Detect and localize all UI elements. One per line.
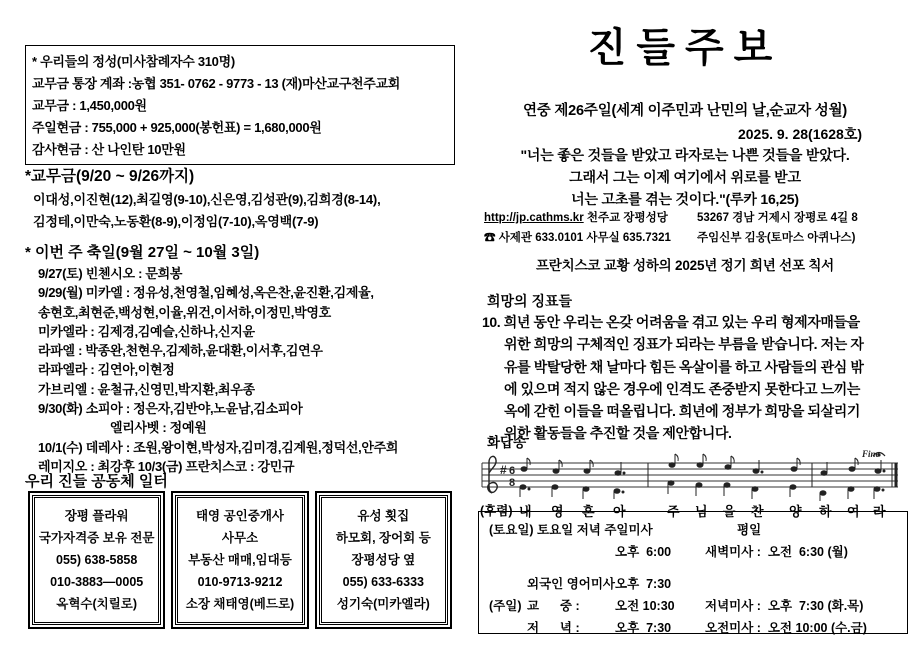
svg-text:#: # (500, 463, 507, 477)
sunday-noon-mass-time: 오전 10:30 (615, 599, 675, 613)
lyric-syllable: 여 (847, 504, 860, 519)
sunday-evening-mass-label: 저 녁 : (527, 621, 580, 635)
sunday-noon-mass-label: 교 중 : (527, 599, 580, 613)
verse-line: 그래서 그는 이제 여기에서 위로를 받고 (569, 169, 801, 185)
ad-title: 장평 플라워 (64, 509, 129, 523)
ad-line: 하모회, 장어회 등 (335, 531, 431, 545)
verse-line: 너는 고초를 겪는 것이다."(루카 16,25) (571, 191, 799, 207)
weekday-morning-mass-time: 오전미사 : 오전 10:00 (수.금) (705, 621, 867, 635)
lyric-syllable: 하 (819, 504, 832, 519)
church-phones: ☎ 사제관 633.0101 사무실 635.7321 (484, 232, 671, 244)
sunday-evening-mass-time: 오후 7:30 (615, 621, 672, 635)
feast-line: 10/1(수) 데레사 : 조원,왕이현,박성자,김미경,김계원,정덕선,안주희 (38, 439, 399, 455)
lyric-syllable: 님 (695, 504, 708, 519)
paragraph-line: 유를 박탈당한 채 날마다 힘든 옥살이를 하고 사람들의 관심 밖 (504, 358, 864, 375)
ad-phone: 055) 638-5858 (56, 553, 138, 567)
ad-box-realtor (171, 491, 308, 629)
time-signature-top: 6 (509, 465, 516, 477)
church-website-link[interactable]: http://jp.cathms.kr (484, 212, 584, 224)
feast-week-heading: * 이번 주 축일(9월 27일 ~ 10월 3일) (25, 244, 260, 261)
english-mass-time: 오후 7:30 (615, 577, 672, 591)
english-mass-label: 외국인 영어미사 (527, 577, 615, 591)
ad-box-sashimi-restaurant (315, 491, 452, 629)
ad-phone: 010-9713-9212 (197, 575, 283, 589)
ad-owner: 소장 채태영(베드로) (185, 597, 295, 611)
edition-line: 연중 제26주일(세계 이주민과 난민의 날,순교자 성월) (522, 103, 848, 119)
community-workplaces-heading: 우리 진들 공동체 일터 (25, 473, 168, 490)
feast-line: 엘리사벳 : 정예원 (110, 420, 207, 436)
offerings-account-line: 교무금 통장 계좌 :농협 351- 0762 - 9773 - 13 (재)마산교구천주교회 (32, 76, 401, 91)
offerings-gyomugeum-line: 교무금 : 1,450,000원 (32, 98, 147, 113)
ad-title: 유성 횟집 (357, 509, 410, 523)
church-address: 53267 경남 거제시 장평로 4길 8 (697, 212, 858, 224)
gyomugeum-names-line: 김정테,이만숙,노동환(8-9),이정임(7-10),옥영백(7-9) (33, 214, 319, 229)
feast-line: 9/30(화) 소피아 : 정은자,김반야,노윤남,김소피아 (38, 401, 303, 417)
weekday-header: 평일 (737, 523, 762, 537)
workplace-ads-row (28, 491, 452, 629)
lyric-syllable: 내 (519, 504, 532, 519)
fine-marking: Fine (862, 449, 880, 459)
saturday-mass-label: (토요일) 토요일 저녁 주일미사 (489, 523, 653, 537)
church-name: 천주교 장평성당 (583, 212, 668, 224)
feast-line: 9/27(토) 빈첸시오 : 문희봉 (38, 266, 183, 281)
gyomugeum-week-heading: *교무금(9/20 ~ 9/26까지) (25, 168, 195, 185)
bulletin-title: 진들주보 (587, 25, 783, 70)
offerings-box (25, 45, 455, 165)
lyric-syllable: 찬 (751, 504, 764, 519)
lyric-syllable: 아 (613, 504, 626, 519)
ad-line: 사무소 (221, 531, 259, 545)
lyric-syllable: 혼 (582, 504, 595, 519)
dawn-mass-time: 새벽미사 : 오전 6:30 (월) (705, 545, 848, 559)
papal-bull-paragraph (482, 311, 906, 445)
sunday-label: (주일) (489, 599, 522, 613)
feast-line: 9/29(월) 미카엘 : 정유성,천영철,임혜성,옥은찬,윤진환,김제율, (38, 285, 374, 301)
refrain-label: (후렴) (480, 504, 513, 518)
papal-bull-heading: 프란치스코 교황 성하의 2025년 정기 희년 선포 칙서 (535, 258, 835, 273)
weekday-evening-mass-time: 저녁미사 : 오후 7:30 (화.목) (705, 599, 864, 613)
mass-schedule-table (478, 511, 908, 634)
contact-right-block (697, 208, 858, 248)
ad-title: 태영 공인중개사 (195, 509, 284, 523)
ad-line: 부동산 매매,임대등 (188, 553, 292, 567)
paragraph-line: 에 있으며 적지 않은 경우에 인격도 존중받지 못한다고 느끼는 (504, 380, 861, 397)
signs-of-hope-subheading: 희망의 징표들 (487, 293, 573, 309)
scripture-verse (460, 144, 910, 210)
feast-line: 미카엘라 : 김제경,김예슬,신하나,신지윤 (38, 323, 255, 339)
lyric-syllable: 양 (789, 504, 802, 519)
contact-left-block (484, 208, 671, 248)
ad-line: 장평성당 옆 (351, 553, 416, 567)
offerings-sunday-cash-line: 주일현금 : 755,000 + 925,000(봉헌표) = 1,680,000원 (32, 120, 322, 135)
ad-box-flower-shop (28, 491, 165, 629)
issue-date: 2025. 9. 28(1628호) (737, 126, 863, 142)
feast-week-list (38, 264, 398, 476)
feast-line: 라파엘 : 박종완,천현우,김제하,윤대환,이서후,김연우 (38, 343, 323, 359)
paragraph-line: 옥에 갇힌 이들을 떠올립니다. 희년에 정부가 희망을 되살리기 (504, 403, 861, 420)
lyric-syllable: 주 (667, 504, 680, 519)
offerings-title: * 우리들의 정성(미사참례자수 310명) (32, 54, 235, 69)
verse-line: "너는 좋은 것들을 받았고 라자로는 나쁜 것들을 받았다. (520, 147, 850, 163)
paragraph-line: 10. 희년 동안 우리는 온갖 어려움을 겪고 있는 우리 형제자매들을 (482, 314, 860, 330)
saturday-mass-time: 오후 6:00 (615, 545, 672, 559)
psalm-music-notation (478, 449, 904, 519)
lyric-syllable: 영 (551, 504, 564, 519)
ad-line: 국가자격증 보유 전문 (38, 531, 155, 545)
ad-phone: 010-3883—0005 (50, 575, 144, 589)
offerings-thanks-cash-line: 감사현금 : 산 나인탄 10만원 (32, 142, 186, 157)
lyric-syllable: 라 (873, 504, 886, 519)
lyric-syllable: 을 (723, 504, 736, 519)
gyomugeum-week-names (33, 189, 380, 233)
responsorial-psalm-heading: 화답송 (487, 435, 527, 450)
feast-line: 레미지오 : 최강후 10/3(금) 프란치스코 : 강민규 (38, 458, 295, 474)
ad-owner: 옥혁수(치릴로) (56, 597, 138, 611)
paragraph-line: 위한 활동들을 추진할 것을 제안합니다. (504, 425, 732, 442)
music-staff (478, 449, 904, 501)
feast-line: 가브리엘 : 윤철규,신영민,박지환,최우종 (38, 381, 255, 397)
ad-phone: 055) 633-6333 (342, 575, 424, 589)
paragraph-line: 위한 희망의 구체적인 징표가 되라는 부름을 받습니다. 저는 자 (504, 336, 864, 353)
feast-line: 송현호,최현준,백성현,이율,위건,이서하,이정민,박영호 (38, 304, 331, 320)
time-signature-bottom: 8 (509, 477, 516, 489)
ad-owner: 성기숙(미카엘라) (336, 597, 430, 611)
pastor-name: 주임신부 김웅(토마스 아퀴나스) (697, 232, 856, 244)
feast-line: 라파엘라 : 김연아,이현정 (38, 362, 175, 378)
gyomugeum-names-line: 이대성,이진현(12),최길영(9-10),신은영,김성관(9),김희경(8-14), (33, 192, 381, 207)
